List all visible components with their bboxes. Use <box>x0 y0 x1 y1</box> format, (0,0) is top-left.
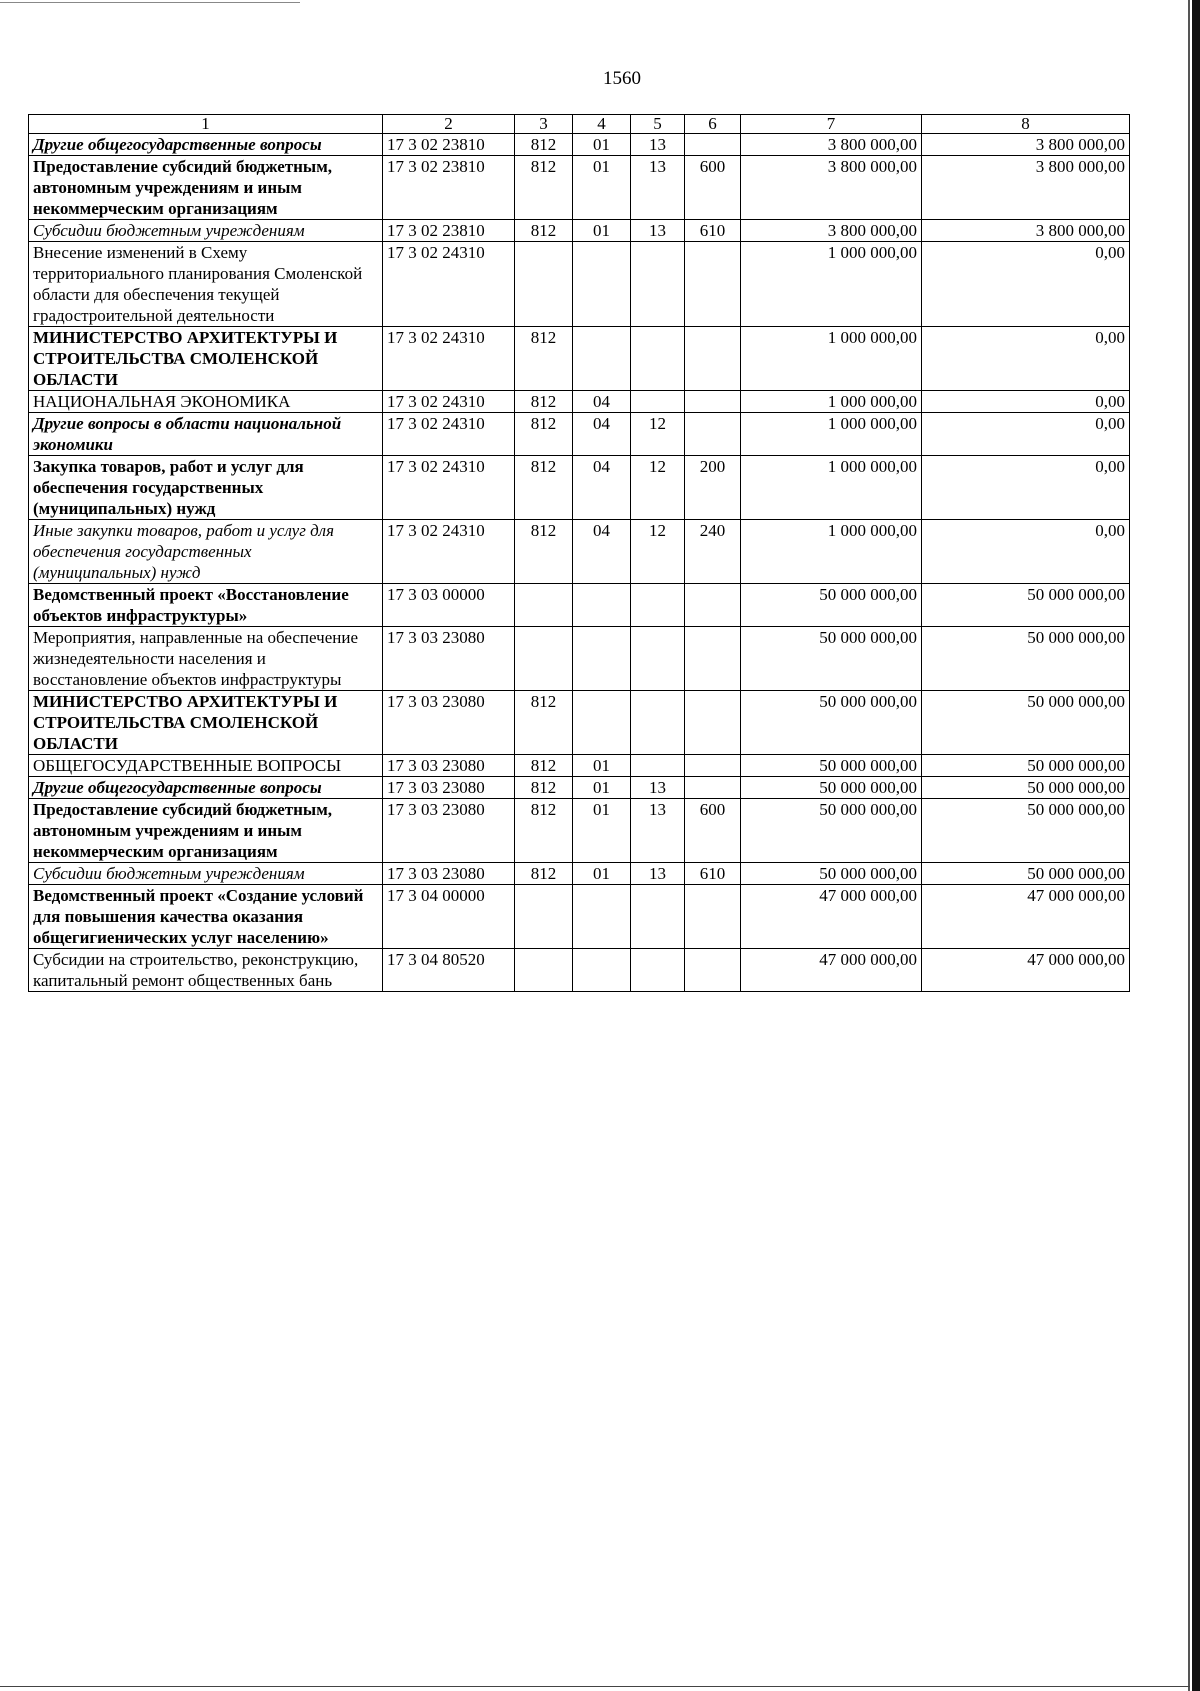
table-row <box>29 755 1130 777</box>
target-article-code: 17 3 02 24310 <box>383 242 515 327</box>
target-article-code: 17 3 03 23080 <box>383 691 515 755</box>
ministry-code: 812 <box>515 456 573 520</box>
expense-type-code <box>685 777 741 799</box>
ministry-code: 812 <box>515 777 573 799</box>
item-name: ОБЩЕГОСУДАРСТВЕННЫЕ ВОПРОСЫ <box>29 755 383 777</box>
item-name: Субсидии на строительство, реконструкцию, капитальный ремонт общественных бань <box>29 949 383 992</box>
section-code <box>573 242 631 327</box>
item-name: Закупка товаров, работ и услуг для обеспечения государственных (муниципальных) нужд <box>29 456 383 520</box>
target-article-code: 17 3 02 24310 <box>383 413 515 456</box>
amount-year-1: 47 000 000,00 <box>741 885 922 949</box>
amount-year-1: 3 800 000,00 <box>741 134 922 156</box>
target-article-code: 17 3 02 23810 <box>383 156 515 220</box>
item-name: Субсидии бюджетным учреждениям <box>29 863 383 885</box>
subsection-code: 13 <box>631 156 685 220</box>
amount-year-2: 47 000 000,00 <box>922 885 1130 949</box>
ministry-code: 812 <box>515 134 573 156</box>
column-number: 2 <box>383 115 515 134</box>
subsection-code: 13 <box>631 220 685 242</box>
target-article-code: 17 3 02 23810 <box>383 220 515 242</box>
subsection-code: 12 <box>631 456 685 520</box>
ministry-code: 812 <box>515 863 573 885</box>
ministry-code: 812 <box>515 520 573 584</box>
expense-type-code <box>685 413 741 456</box>
table-row <box>29 391 1130 413</box>
section-code <box>573 691 631 755</box>
table-row <box>29 863 1130 885</box>
subsection-code <box>631 327 685 391</box>
ministry-code <box>515 584 573 627</box>
section-code: 01 <box>573 799 631 863</box>
section-code <box>573 885 631 949</box>
expense-type-code <box>685 885 741 949</box>
amount-year-1: 50 000 000,00 <box>741 863 922 885</box>
subsection-code <box>631 755 685 777</box>
expense-type-code <box>685 691 741 755</box>
ministry-code: 812 <box>515 799 573 863</box>
amount-year-2: 0,00 <box>922 456 1130 520</box>
column-number: 5 <box>631 115 685 134</box>
expense-type-code: 240 <box>685 520 741 584</box>
amount-year-2: 50 000 000,00 <box>922 863 1130 885</box>
column-number: 6 <box>685 115 741 134</box>
column-number: 7 <box>741 115 922 134</box>
ministry-code <box>515 949 573 992</box>
subsection-code: 12 <box>631 520 685 584</box>
target-article-code: 17 3 02 24310 <box>383 391 515 413</box>
target-article-code: 17 3 03 23080 <box>383 755 515 777</box>
amount-year-2: 50 000 000,00 <box>922 799 1130 863</box>
target-article-code: 17 3 02 24310 <box>383 327 515 391</box>
expense-type-code: 600 <box>685 799 741 863</box>
scan-edge-right-line <box>1188 0 1190 1691</box>
table-row <box>29 327 1130 391</box>
budget-table <box>28 114 1130 992</box>
section-code: 01 <box>573 134 631 156</box>
table-row <box>29 456 1130 520</box>
amount-year-1: 1 000 000,00 <box>741 456 922 520</box>
table-row <box>29 691 1130 755</box>
expense-type-code: 200 <box>685 456 741 520</box>
item-name: Иные закупки товаров, работ и услуг для обеспечения государственных (муниципальных) нужд <box>29 520 383 584</box>
amount-year-2: 3 800 000,00 <box>922 134 1130 156</box>
section-code: 01 <box>573 863 631 885</box>
ministry-code: 812 <box>515 220 573 242</box>
section-code: 01 <box>573 220 631 242</box>
table-row <box>29 520 1130 584</box>
subsection-code: 12 <box>631 413 685 456</box>
ministry-code: 812 <box>515 755 573 777</box>
target-article-code: 17 3 03 23080 <box>383 627 515 691</box>
item-name: Ведомственный проект «Создание условий для повышения качества оказания общегигиенических услуг населению» <box>29 885 383 949</box>
subsection-code <box>631 691 685 755</box>
table-row <box>29 885 1130 949</box>
amount-year-2: 47 000 000,00 <box>922 949 1130 992</box>
target-article-code: 17 3 02 24310 <box>383 520 515 584</box>
table-row <box>29 242 1130 327</box>
section-code <box>573 327 631 391</box>
table-row <box>29 777 1130 799</box>
item-name: Другие общегосударственные вопросы <box>29 777 383 799</box>
ministry-code: 812 <box>515 156 573 220</box>
target-article-code: 17 3 02 24310 <box>383 456 515 520</box>
ministry-code <box>515 627 573 691</box>
section-code: 04 <box>573 391 631 413</box>
amount-year-2: 50 000 000,00 <box>922 627 1130 691</box>
section-code: 04 <box>573 413 631 456</box>
subsection-code <box>631 949 685 992</box>
item-name: МИНИСТЕРСТВО АРХИТЕКТУРЫ И СТРОИТЕЛЬСТВА СМОЛЕНСКОЙ ОБЛАСТИ <box>29 327 383 391</box>
expense-type-code: 600 <box>685 156 741 220</box>
expense-type-code: 610 <box>685 220 741 242</box>
subsection-code: 13 <box>631 134 685 156</box>
subsection-code: 13 <box>631 777 685 799</box>
subsection-code: 13 <box>631 863 685 885</box>
scan-edge-bottom <box>0 1686 1190 1687</box>
amount-year-1: 50 000 000,00 <box>741 691 922 755</box>
subsection-code <box>631 391 685 413</box>
amount-year-2: 50 000 000,00 <box>922 691 1130 755</box>
amount-year-1: 3 800 000,00 <box>741 156 922 220</box>
table-row <box>29 799 1130 863</box>
ministry-code: 812 <box>515 391 573 413</box>
amount-year-2: 50 000 000,00 <box>922 584 1130 627</box>
table-row <box>29 156 1130 220</box>
item-name: Субсидии бюджетным учреждениям <box>29 220 383 242</box>
section-code <box>573 627 631 691</box>
ministry-code: 812 <box>515 691 573 755</box>
amount-year-2: 0,00 <box>922 327 1130 391</box>
expense-type-code <box>685 134 741 156</box>
expense-type-code: 610 <box>685 863 741 885</box>
ministry-code <box>515 885 573 949</box>
amount-year-1: 1 000 000,00 <box>741 242 922 327</box>
section-code: 01 <box>573 755 631 777</box>
column-number: 8 <box>922 115 1130 134</box>
item-name: Предоставление субсидий бюджетным, автономным учреждениям и иным некоммерческим организациям <box>29 799 383 863</box>
ministry-code <box>515 242 573 327</box>
table-row <box>29 220 1130 242</box>
amount-year-1: 1 000 000,00 <box>741 520 922 584</box>
target-article-code: 17 3 03 23080 <box>383 777 515 799</box>
column-number-row <box>29 115 1130 134</box>
amount-year-2: 0,00 <box>922 242 1130 327</box>
table-row <box>29 584 1130 627</box>
amount-year-1: 1 000 000,00 <box>741 391 922 413</box>
expense-type-code <box>685 949 741 992</box>
section-code: 04 <box>573 456 631 520</box>
amount-year-1: 3 800 000,00 <box>741 220 922 242</box>
amount-year-1: 50 000 000,00 <box>741 755 922 777</box>
scan-edge-top <box>0 2 300 3</box>
section-code: 01 <box>573 156 631 220</box>
expense-type-code <box>685 242 741 327</box>
table-row <box>29 413 1130 456</box>
section-code: 04 <box>573 520 631 584</box>
section-code <box>573 949 631 992</box>
column-number: 3 <box>515 115 573 134</box>
target-article-code: 17 3 03 23080 <box>383 799 515 863</box>
expense-type-code <box>685 584 741 627</box>
amount-year-1: 1 000 000,00 <box>741 327 922 391</box>
amount-year-2: 0,00 <box>922 413 1130 456</box>
target-article-code: 17 3 02 23810 <box>383 134 515 156</box>
page-number: 1560 <box>603 68 641 89</box>
subsection-code <box>631 584 685 627</box>
amount-year-1: 50 000 000,00 <box>741 627 922 691</box>
amount-year-2: 3 800 000,00 <box>922 220 1130 242</box>
amount-year-2: 3 800 000,00 <box>922 156 1130 220</box>
target-article-code: 17 3 04 80520 <box>383 949 515 992</box>
table-row <box>29 134 1130 156</box>
target-article-code: 17 3 04 00000 <box>383 885 515 949</box>
item-name: Предоставление субсидий бюджетным, автономным учреждениям и иным некоммерческим организациям <box>29 156 383 220</box>
amount-year-1: 50 000 000,00 <box>741 799 922 863</box>
section-code <box>573 584 631 627</box>
expense-type-code <box>685 627 741 691</box>
table-row <box>29 949 1130 992</box>
amount-year-1: 50 000 000,00 <box>741 777 922 799</box>
expense-type-code <box>685 755 741 777</box>
subsection-code <box>631 242 685 327</box>
amount-year-1: 1 000 000,00 <box>741 413 922 456</box>
amount-year-2: 50 000 000,00 <box>922 777 1130 799</box>
column-number: 4 <box>573 115 631 134</box>
target-article-code: 17 3 03 00000 <box>383 584 515 627</box>
scan-edge-right <box>1192 0 1200 1691</box>
amount-year-2: 0,00 <box>922 391 1130 413</box>
item-name: Внесение изменений в Схему территориального планирования Смоленской области для обеспечения текущей градостроительной деятельности <box>29 242 383 327</box>
item-name: Ведомственный проект «Восстановление объектов инфраструктуры» <box>29 584 383 627</box>
ministry-code: 812 <box>515 327 573 391</box>
ministry-code: 812 <box>515 413 573 456</box>
amount-year-2: 0,00 <box>922 520 1130 584</box>
table-row <box>29 627 1130 691</box>
column-number: 1 <box>29 115 383 134</box>
amount-year-2: 50 000 000,00 <box>922 755 1130 777</box>
target-article-code: 17 3 03 23080 <box>383 863 515 885</box>
item-name: НАЦИОНАЛЬНАЯ ЭКОНОМИКА <box>29 391 383 413</box>
subsection-code <box>631 885 685 949</box>
subsection-code: 13 <box>631 799 685 863</box>
item-name: МИНИСТЕРСТВО АРХИТЕКТУРЫ И СТРОИТЕЛЬСТВА СМОЛЕНСКОЙ ОБЛАСТИ <box>29 691 383 755</box>
amount-year-1: 50 000 000,00 <box>741 584 922 627</box>
expense-type-code <box>685 327 741 391</box>
amount-year-1: 47 000 000,00 <box>741 949 922 992</box>
subsection-code <box>631 627 685 691</box>
item-name: Мероприятия, направленные на обеспечение жизнедеятельности населения и восстановление объектов инфраструктуры <box>29 627 383 691</box>
section-code: 01 <box>573 777 631 799</box>
item-name: Другие вопросы в области национальной экономики <box>29 413 383 456</box>
expense-type-code <box>685 391 741 413</box>
item-name: Другие общегосударственные вопросы <box>29 134 383 156</box>
